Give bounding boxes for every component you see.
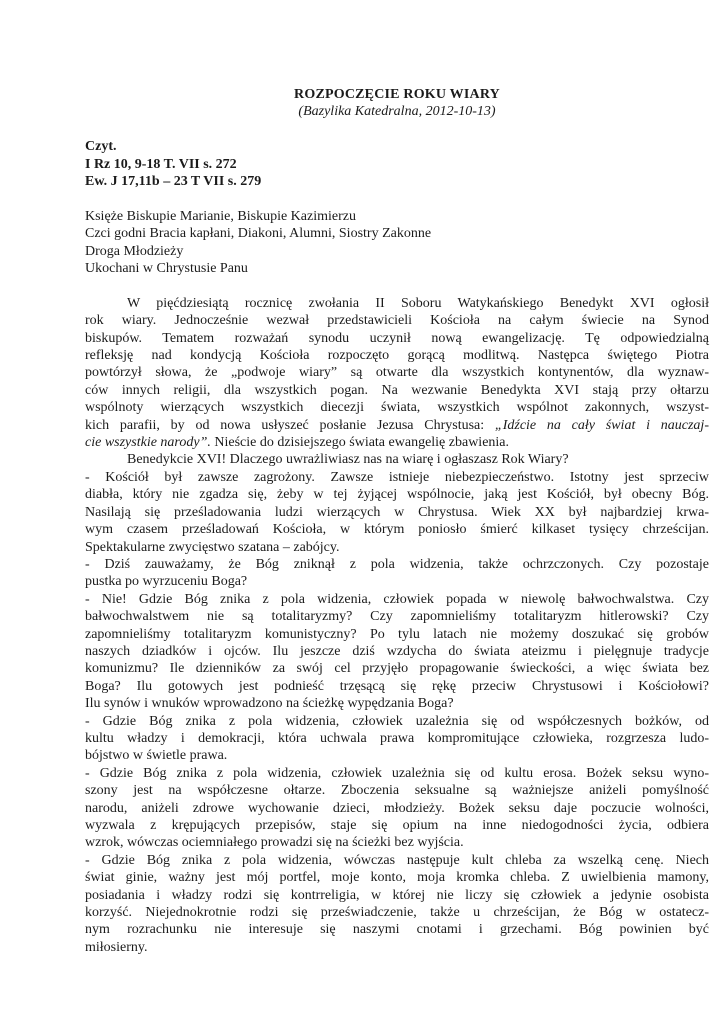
text-line [85, 765, 709, 782]
text-line [85, 295, 709, 312]
text-line [85, 539, 709, 556]
document-subtitle: (Bazylika Katedralna, 2012-10-13) [298, 104, 496, 120]
reading-line: Ew. J 17,11b – 23 T VII s. 279 [85, 174, 262, 190]
body-text: świat ginie, ważny jest mój portfel, moje konto, moja kromka chleba. Z uwielbienia mamony, [85, 870, 709, 886]
text-line [85, 608, 709, 625]
salutation-line: Droga Młodzieży [85, 243, 184, 259]
body-text: wspólnoty wierzących wszystkich diecezji świata, wszystkich wspólnot zakonnych, wszyst- [85, 400, 709, 416]
body-text: rok wiary. Jednocześnie wezwał przedstawicieli Kościoła na całym świecie na Synod [85, 313, 709, 329]
body-text: - Nie! Gdzie Bóg znika z pola widzenia, człowiek popada w niewolę bałwochwalstwa. Czy [85, 591, 709, 607]
text-line [85, 939, 709, 956]
text-line [85, 643, 709, 660]
body-text: Spektakularne zwycięstwo szatana – zabójcy. [85, 539, 340, 555]
body-text: - Dziś zauważamy, że Bóg zniknął z pola widzenia, także ochrzczonych. Czy pozostaje [85, 556, 709, 572]
text-line [85, 330, 709, 347]
blank-line [85, 190, 709, 207]
text-line [85, 486, 709, 503]
text-line [85, 869, 709, 886]
body-paragraphs [85, 295, 709, 956]
body-text: korzyść. Niejednokrotnie rodzi się przeświadczenie, także u chrześcijan, że Bóg w ostatecz- [85, 905, 709, 921]
body-text: - Gdzie Bóg znika z pola widzenia, człowiek uzależnia się od kultu erosa. Bożek seksu wyno- [85, 765, 709, 781]
body-text: wyzwala z krępujących przepisów, staje się opium na inne niedogodności życia, odbiera [85, 818, 709, 834]
document-title: ROZPOCZĘCIE ROKU WIARY [294, 87, 500, 102]
text-line [85, 695, 709, 712]
quote-italic-text: cie wszystkie narody”. [85, 435, 211, 451]
text-line [85, 434, 709, 451]
body-text: Boga? Ilu gotowych jest podnieść trzęsącą się rękę przeciw Chrystusowi i Kościołowi? [85, 678, 709, 694]
body-text: - Gdzie Bóg znika z pola widzenia, człowiek uzależnia się od współczesnych bożków, od [85, 713, 709, 729]
text-line [85, 364, 709, 381]
text-line [85, 660, 709, 677]
text-line [85, 713, 709, 730]
body-text: diabła, który nie zgadza się, żeby w tej żyjącej wspólnocie, jaką jest Kościół, był obecny Bóg. [85, 487, 709, 503]
paragraph [85, 451, 709, 468]
salutation-line: Czci godni Bracia kapłani, Diakoni, Alumni, Siostry Zakonne [85, 226, 432, 242]
text-line [85, 730, 709, 747]
paragraph [85, 556, 709, 591]
body-text: ców innych religii, dla wszystkich pogan. Na wezwanie Benedykta XVI stają przy ołtarzu [85, 382, 709, 398]
body-text: zapomnieliśmy totalitaryzm komunistyczny? Po tylu latach nie możemy doszukać się grobów [85, 626, 709, 642]
body-text: nym rozrachunku nie interesuje się naszymi cnotami i grzechami. Bóg powinien być [85, 922, 709, 938]
text-line [85, 852, 709, 869]
salutation-line: Ukochani w Chrystusie Panu [85, 261, 248, 277]
blank-line [85, 121, 709, 138]
body-text: kich parafii, by od nowa usłyszeć posłanie Jezusa Chrystusa: [85, 417, 495, 433]
body-text: bałwochwalstwem nie są totalitaryzmy? Czy zapomnieliśmy totalitaryzm hitlerowski? Czy [85, 609, 709, 625]
body-text: bójstwo w świetle prawa. [85, 748, 228, 764]
paragraph [85, 591, 709, 713]
body-text: pustka po wyrzuceniu Boga? [85, 574, 248, 590]
body-text: - Gdzie Bóg znika z pola widzenia, wówczas następuje kult chleba za wszelką cenę. Niech [85, 852, 709, 868]
paragraph [85, 295, 709, 452]
text-line [85, 626, 709, 643]
text-line [85, 591, 709, 608]
body-text: miłosierny. [85, 939, 148, 955]
paragraph [85, 713, 709, 765]
body-text: powtórzył słowa, że „podwoje wiary” są otwarte dla wszystkich kontynentów, dla wyznaw- [85, 365, 709, 381]
quote-italic-text: „Idźcie na cały świat i nauczaj- [494, 417, 709, 433]
paragraph [85, 852, 709, 956]
text-line [85, 573, 709, 590]
text-line [85, 782, 709, 799]
body-text: Nieście do dzisiejszego świata ewangelię zbawienia. [210, 435, 510, 451]
body-text: Ilu synów i wnuków wprowadzono na ścieżkę wypędzania Boga? [85, 696, 454, 712]
body-text: naszych dziadków i ojców. Ilu jeszcze dziś wzdycha do świata ateizmu i pielęgnuje tradycje [85, 643, 709, 659]
text-line [85, 678, 709, 695]
text-line [85, 382, 709, 399]
text-line [85, 469, 709, 486]
text-line [85, 312, 709, 329]
text-line [85, 504, 709, 521]
body-text: W pięćdziesiątą rocznicę zwołania II Soboru Watykańskiego Benedykt XVI ogłosił [127, 295, 709, 311]
text-line [85, 817, 709, 834]
readings-label: Czyt. [85, 139, 117, 155]
body-text: biskupów. Tematem rozważań synodu uczynił nową ewangelizację. Tę odpowiedzialną [85, 330, 709, 346]
text-line [85, 904, 709, 921]
paragraph [85, 765, 709, 852]
text-line [85, 921, 709, 938]
body-text: wzrok, wówczas ociemniałego prowadzi się na ścieżki bez wyjścia. [85, 835, 464, 851]
readings-block [85, 138, 709, 190]
body-text: wym czasem prześladowań Kościoła, w którym poniosło śmierć kilkaset tysięcy chrześcijan. [85, 522, 709, 538]
salutation-line: Księże Biskupie Marianie, Biskupie Kazimierzu [85, 208, 356, 224]
text-line [85, 521, 709, 538]
body-text: - Kościół był zawsze zagrożony. Zawsze istnieje niebezpieczeństwo. Istotny jest sprzeciw [85, 469, 709, 485]
body-text: komunizmu? Ile dzienników za swój cel przyjęło propagowanie świeckości, a więc świata bez [85, 661, 709, 677]
body-text: kultu władzy i demokracji, która uchwala prawa kompromitujące człowieka, rozgrzesza ludo- [85, 730, 709, 746]
text-line [85, 887, 709, 904]
text-line [85, 834, 709, 851]
text-line [85, 347, 709, 364]
body-text: szony jest na współczesne ołtarze. Zboczenia seksualne są ważniejsze aniżeli pomyślność [85, 783, 709, 799]
body-text: posiadania i władzy rodzi się kontrreligia, w której nie liczy się człowiek a jedynie osobista [85, 887, 709, 903]
salutation-block [85, 208, 709, 278]
body-text: Benedykcie XVI! Dlaczego uwrażliwiasz nas na wiarę i ogłaszasz Rok Wiary? [127, 452, 569, 468]
body-text: refleksję nad kondycją Kościoła rozpoczęto gorącą modlitwą. Następca świętego Piotra [85, 348, 709, 364]
text-line [85, 747, 709, 764]
blank-line [85, 277, 709, 294]
text-line [85, 800, 709, 817]
body-text: narodu, aniżeli zdrowe wychowanie dzieci, młodzieży. Bożek seksu daje poczucie wolności, [85, 800, 709, 816]
text-line [85, 451, 709, 468]
text-line [85, 399, 709, 416]
body-text: Nasilają się prześladowania ludzi wierzących w Chrystusa. Wiek XX był najbardziej krwa- [85, 504, 709, 520]
readings-lines [85, 156, 709, 191]
reading-line: I Rz 10, 9-18 T. VII s. 272 [85, 156, 237, 172]
text-line [85, 556, 709, 573]
paragraph [85, 469, 709, 556]
text-line [85, 417, 709, 434]
